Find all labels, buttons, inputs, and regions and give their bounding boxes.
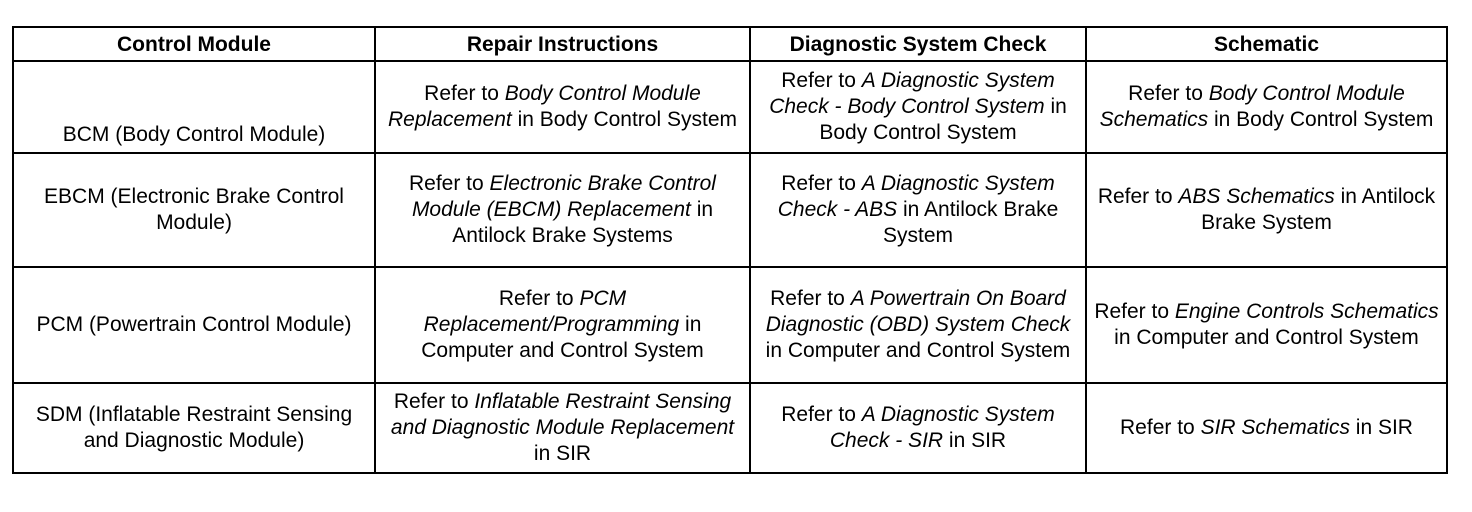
reference-title: Inflatable Restraint Sensing and Diagnostic Module Replacement — [390, 390, 735, 439]
reference-title: ABS Schematics — [1178, 185, 1335, 208]
refer-text: Refer to — [424, 82, 505, 105]
reference-title: Body Control Module Replacement — [388, 82, 701, 131]
diag-cell — [750, 153, 1086, 267]
refer-text: Refer to — [1097, 185, 1179, 208]
refer-text: Refer to — [781, 172, 862, 195]
reference-title: A Powertrain On Board Diagnostic (OBD) System Check — [765, 287, 1071, 336]
reference-title: A Diagnostic System Check - Body Control System — [769, 69, 1055, 118]
schematic-cell — [1086, 267, 1447, 383]
location-text: in Antilock Brake Systems — [452, 198, 714, 247]
module-cell: PCM (Powertrain Control Module) — [13, 267, 375, 383]
location-text: in Body Control System — [1208, 108, 1434, 131]
reference-title: A Diagnostic System Check - SIR — [829, 403, 1055, 452]
module-cell: BCM (Body Control Module) — [13, 61, 375, 153]
document-page — [12, 26, 1448, 474]
location-text: in SIR — [1349, 416, 1413, 439]
reference-title: SIR Schematics — [1200, 416, 1350, 439]
table-row — [13, 61, 1447, 153]
location-text: in Body Control System — [819, 95, 1067, 144]
refer-text: Refer to — [498, 287, 580, 310]
refer-text: Refer to — [1128, 82, 1209, 105]
repair-cell — [375, 153, 750, 267]
refer-text: Refer to — [770, 287, 851, 310]
schematic-cell — [1086, 153, 1447, 267]
location-text: in SIR — [943, 429, 1007, 452]
table-row — [13, 267, 1447, 383]
refer-text: Refer to — [1094, 300, 1175, 323]
diag-cell — [750, 61, 1086, 153]
reference-title: A Diagnostic System Check - ABS — [777, 172, 1055, 221]
header-row — [13, 27, 1447, 61]
header-repair-instructions: Repair Instructions — [375, 27, 750, 61]
table-row — [13, 153, 1447, 267]
location-text: in Body Control System — [511, 108, 737, 131]
refer-text: Refer to — [1120, 416, 1201, 439]
module-cell: SDM (Inflatable Restraint Sensing and Diagnostic Module) — [13, 383, 375, 473]
header-diagnostic-system-check: Diagnostic System Check — [750, 27, 1086, 61]
location-text: in Computer and Control System — [765, 339, 1071, 362]
repair-cell — [375, 383, 750, 473]
location-text: in Antilock Brake System — [1201, 185, 1436, 234]
location-text: in Computer and Control System — [1114, 326, 1419, 349]
diag-cell — [750, 267, 1086, 383]
repair-cell — [375, 61, 750, 153]
refer-text: Refer to — [781, 69, 862, 92]
reference-title: Engine Controls Schematics — [1174, 300, 1439, 323]
schematic-cell — [1086, 383, 1447, 473]
refer-text: Refer to — [781, 403, 862, 426]
diag-cell — [750, 383, 1086, 473]
header-control-module: Control Module — [13, 27, 375, 61]
location-text: in Computer and Control System — [421, 313, 704, 362]
header-schematic: Schematic — [1086, 27, 1447, 61]
refer-text: Refer to — [409, 172, 490, 195]
control-module-table — [12, 26, 1448, 474]
schematic-cell — [1086, 61, 1447, 153]
location-text: in SIR — [533, 442, 592, 465]
module-cell: EBCM (Electronic Brake Control Module) — [13, 153, 375, 267]
refer-text: Refer to — [393, 390, 475, 413]
repair-cell — [375, 267, 750, 383]
reference-title: PCM Replacement/Programming — [423, 287, 680, 336]
reference-title: Body Control Module Schematics — [1099, 82, 1405, 131]
reference-title: Electronic Brake Control Module (EBCM) Replacement — [411, 172, 716, 221]
location-text: in Antilock Brake System — [882, 198, 1059, 247]
table-row — [13, 383, 1447, 473]
